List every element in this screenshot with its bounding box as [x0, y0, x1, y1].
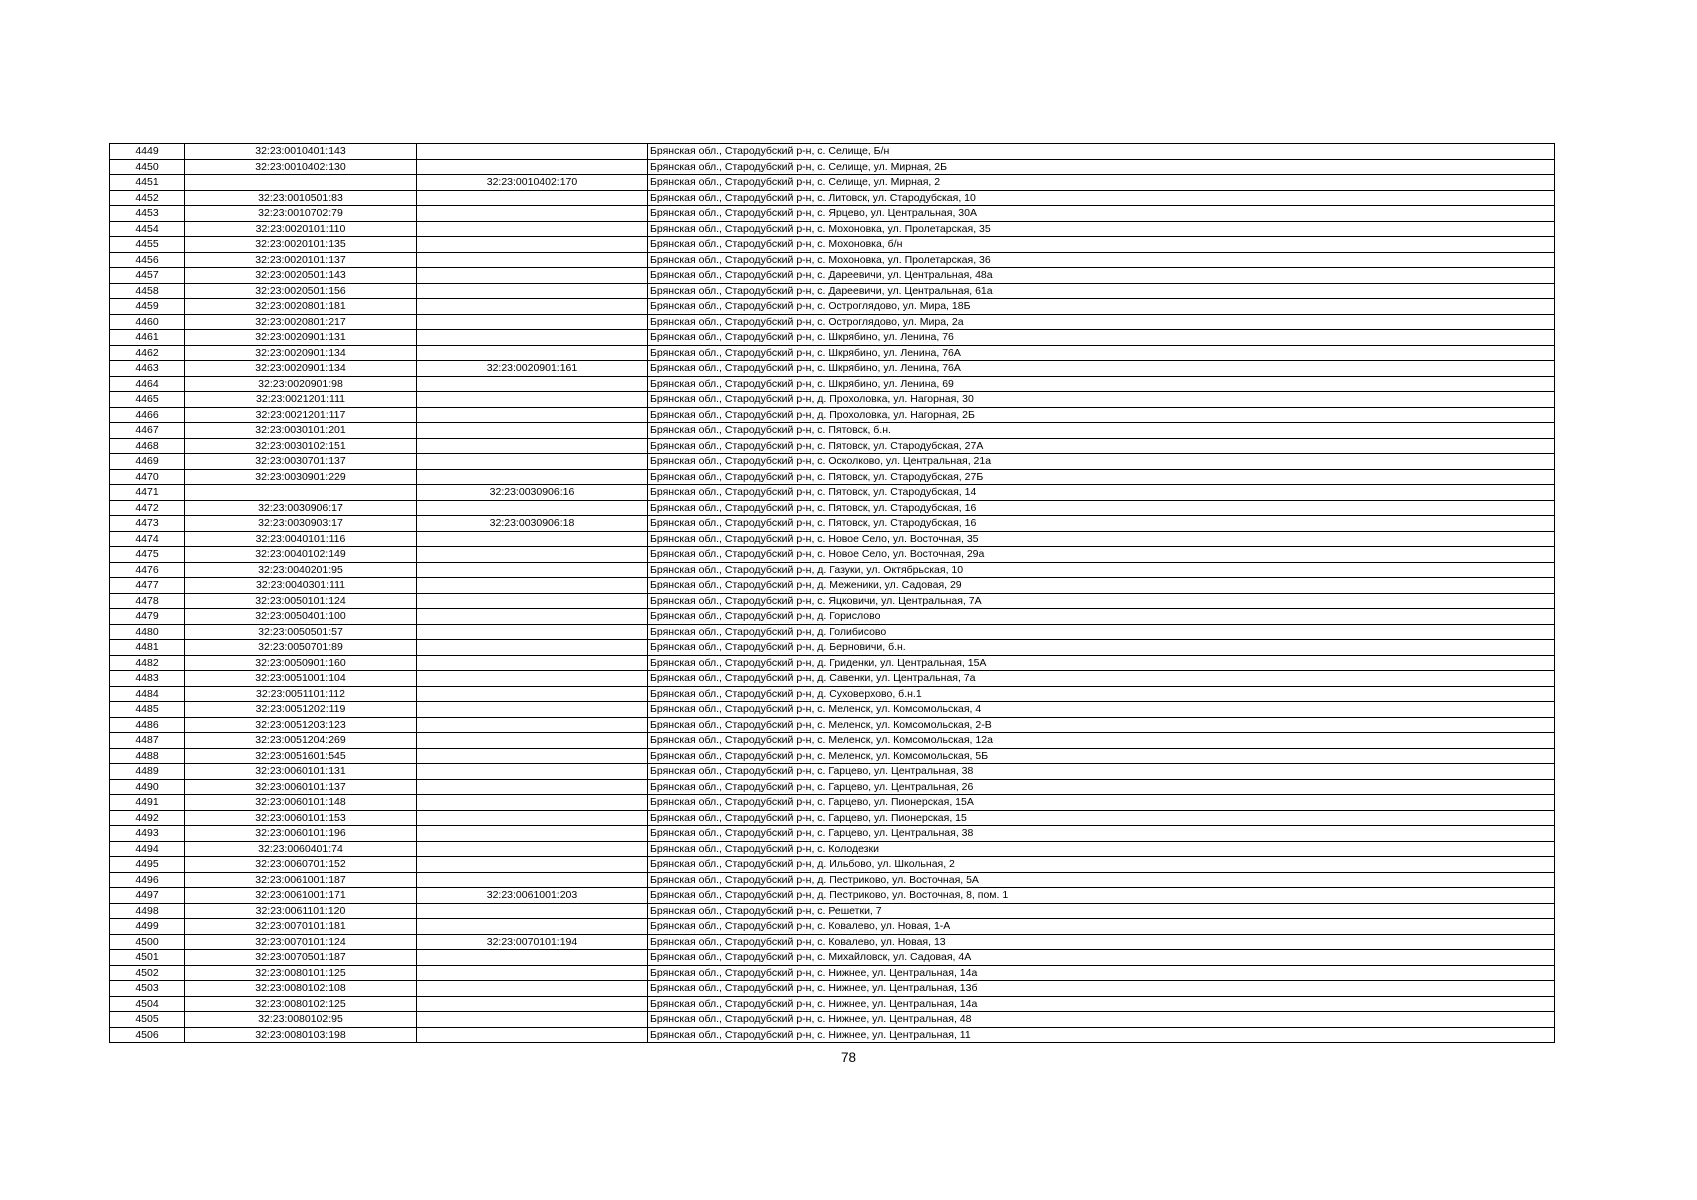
cadastral-number-cell: 32:23:0021201:111 [185, 392, 417, 408]
cadastral-number-cell: 32:23:0051001:104 [185, 671, 417, 687]
table-row [110, 764, 1555, 780]
address-cell: Брянская обл., Стародубский р-н, с. Пятовск, ул. Стародубская, 16 [648, 500, 1555, 516]
related-cadastral-number-cell [417, 733, 648, 749]
address-cell: Брянская обл., Стародубский р-н, д. Прохоловка, ул. Нагорная, 30 [648, 392, 1555, 408]
table-row [110, 857, 1555, 873]
table-row [110, 237, 1555, 253]
cadastral-number-cell: 32:23:0060101:153 [185, 810, 417, 826]
address-cell: Брянская обл., Стародубский р-н, с. Меленск, ул. Комсомольская, 2-В [648, 717, 1555, 733]
related-cadastral-number-cell [417, 159, 648, 175]
address-cell: Брянская обл., Стародубский р-н, д. Берновичи, б.н. [648, 640, 1555, 656]
row-number-cell: 4483 [110, 671, 185, 687]
table-row [110, 996, 1555, 1012]
table-row [110, 950, 1555, 966]
cadastral-number-cell: 32:23:0050901:160 [185, 655, 417, 671]
related-cadastral-number-cell: 32:23:0030906:16 [417, 485, 648, 501]
table-row [110, 268, 1555, 284]
related-cadastral-number-cell [417, 748, 648, 764]
address-cell: Брянская обл., Стародубский р-н, с. Нижнее, ул. Центральная, 48 [648, 1012, 1555, 1028]
table-row [110, 624, 1555, 640]
row-number-cell: 4450 [110, 159, 185, 175]
related-cadastral-number-cell: 32:23:0070101:194 [417, 934, 648, 950]
table-row [110, 934, 1555, 950]
cadastral-number-cell: 32:23:0051601:545 [185, 748, 417, 764]
table-row [110, 516, 1555, 532]
table-row [110, 144, 1555, 160]
cadastral-number-cell: 32:23:0020801:181 [185, 299, 417, 315]
cadastral-number-cell: 32:23:0051204:269 [185, 733, 417, 749]
table-row [110, 686, 1555, 702]
related-cadastral-number-cell [417, 624, 648, 640]
table-row [110, 314, 1555, 330]
table-row [110, 1027, 1555, 1043]
cadastral-number-cell: 32:23:0010401:143 [185, 144, 417, 160]
row-number-cell: 4489 [110, 764, 185, 780]
table-row [110, 655, 1555, 671]
address-cell: Брянская обл., Стародубский р-н, с. Селище, ул. Мирная, 2Б [648, 159, 1555, 175]
cadastral-number-cell: 32:23:0070501:187 [185, 950, 417, 966]
address-cell: Брянская обл., Стародубский р-н, с. Остроглядово, ул. Мира, 2а [648, 314, 1555, 330]
address-cell: Брянская обл., Стародубский р-н, с. Осколково, ул. Центральная, 21а [648, 454, 1555, 470]
cadastral-number-cell: 32:23:0030901:229 [185, 469, 417, 485]
address-cell: Брянская обл., Стародубский р-н, с. Пятовск, ул. Стародубская, 27Б [648, 469, 1555, 485]
table-row [110, 299, 1555, 315]
row-number-cell: 4465 [110, 392, 185, 408]
cadastral-number-cell: 32:23:0051101:112 [185, 686, 417, 702]
row-number-cell: 4469 [110, 454, 185, 470]
cadastral-number-cell: 32:23:0061101:120 [185, 903, 417, 919]
related-cadastral-number-cell [417, 857, 648, 873]
row-number-cell: 4505 [110, 1012, 185, 1028]
address-cell: Брянская обл., Стародубский р-н, с. Решетки, 7 [648, 903, 1555, 919]
address-cell: Брянская обл., Стародубский р-н, д. Горислово [648, 609, 1555, 625]
row-number-cell: 4458 [110, 283, 185, 299]
address-cell: Брянская обл., Стародубский р-н, с. Нижнее, ул. Центральная, 14а [648, 965, 1555, 981]
address-cell: Брянская обл., Стародубский р-н, с. Шкрябино, ул. Ленина, 69 [648, 376, 1555, 392]
row-number-cell: 4487 [110, 733, 185, 749]
related-cadastral-number-cell [417, 795, 648, 811]
cadastral-number-cell: 32:23:0030101:201 [185, 423, 417, 439]
address-cell: Брянская обл., Стародубский р-н, с. Новое Село, ул. Восточная, 29а [648, 547, 1555, 563]
address-cell: Брянская обл., Стародубский р-н, с. Селище, Б/н [648, 144, 1555, 160]
table-row [110, 888, 1555, 904]
related-cadastral-number-cell [417, 702, 648, 718]
cadastral-number-cell: 32:23:0070101:124 [185, 934, 417, 950]
cadastral-number-cell: 32:23:0080101:125 [185, 965, 417, 981]
table-row [110, 640, 1555, 656]
row-number-cell: 4457 [110, 268, 185, 284]
related-cadastral-number-cell [417, 283, 648, 299]
related-cadastral-number-cell [417, 144, 648, 160]
row-number-cell: 4455 [110, 237, 185, 253]
cadastral-number-cell: 32:23:0050401:100 [185, 609, 417, 625]
cadastral-number-cell: 32:23:0060101:137 [185, 779, 417, 795]
table-row [110, 919, 1555, 935]
address-cell: Брянская обл., Стародубский р-н, с. Литовск, ул. Стародубская, 10 [648, 190, 1555, 206]
table-row [110, 671, 1555, 687]
cadastral-number-cell [185, 175, 417, 191]
related-cadastral-number-cell [417, 640, 648, 656]
table-row [110, 159, 1555, 175]
row-number-cell: 4463 [110, 361, 185, 377]
row-number-cell: 4499 [110, 919, 185, 935]
address-cell: Брянская обл., Стародубский р-н, с. Пятовск, б.н. [648, 423, 1555, 439]
table-row [110, 748, 1555, 764]
row-number-cell: 4478 [110, 593, 185, 609]
cadastral-number-cell: 32:23:0020101:135 [185, 237, 417, 253]
cadastral-number-cell: 32:23:0020501:143 [185, 268, 417, 284]
table-row [110, 547, 1555, 563]
table-row [110, 779, 1555, 795]
table-row [110, 903, 1555, 919]
address-cell: Брянская обл., Стародубский р-н, с. Ковалево, ул. Новая, 13 [648, 934, 1555, 950]
related-cadastral-number-cell [417, 826, 648, 842]
row-number-cell: 4452 [110, 190, 185, 206]
cadastral-number-cell: 32:23:0040102:149 [185, 547, 417, 563]
row-number-cell: 4490 [110, 779, 185, 795]
address-cell: Брянская обл., Стародубский р-н, с. Мохоновка, б/н [648, 237, 1555, 253]
row-number-cell: 4481 [110, 640, 185, 656]
row-number-cell: 4474 [110, 531, 185, 547]
row-number-cell: 4466 [110, 407, 185, 423]
table-row [110, 981, 1555, 997]
cadastral-number-cell: 32:23:0020901:131 [185, 330, 417, 346]
related-cadastral-number-cell [417, 872, 648, 888]
address-cell: Брянская обл., Стародубский р-н, д. Пестриково, ул. Восточная, 5А [648, 872, 1555, 888]
related-cadastral-number-cell [417, 810, 648, 826]
related-cadastral-number-cell [417, 221, 648, 237]
address-cell: Брянская обл., Стародубский р-н, д. Ильбово, ул. Школьная, 2 [648, 857, 1555, 873]
table-row [110, 206, 1555, 222]
related-cadastral-number-cell [417, 903, 648, 919]
address-cell: Брянская обл., Стародубский р-н, с. Шкрябино, ул. Ленина, 76А [648, 361, 1555, 377]
table-row [110, 702, 1555, 718]
address-cell: Брянская обл., Стародубский р-н, д. Меженики, ул. Садовая, 29 [648, 578, 1555, 594]
address-cell: Брянская обл., Стародубский р-н, с. Меленск, ул. Комсомольская, 12а [648, 733, 1555, 749]
related-cadastral-number-cell [417, 919, 648, 935]
address-cell: Брянская обл., Стародубский р-н, д. Пестриково, ул. Восточная, 8, пом. 1 [648, 888, 1555, 904]
table-row [110, 438, 1555, 454]
related-cadastral-number-cell [417, 1027, 648, 1043]
page-number: 78 [840, 1050, 857, 1065]
table-row [110, 283, 1555, 299]
cadastral-number-cell: 32:23:0030903:17 [185, 516, 417, 532]
cadastral-number-cell: 32:23:0061001:171 [185, 888, 417, 904]
address-cell: Брянская обл., Стародубский р-н, с. Дареевичи, ул. Центральная, 61а [648, 283, 1555, 299]
row-number-cell: 4460 [110, 314, 185, 330]
related-cadastral-number-cell [417, 345, 648, 361]
cadastral-number-cell: 32:23:0080103:198 [185, 1027, 417, 1043]
related-cadastral-number-cell: 32:23:0020901:161 [417, 361, 648, 377]
row-number-cell: 4454 [110, 221, 185, 237]
cadastral-number-cell: 32:23:0030102:151 [185, 438, 417, 454]
address-cell: Брянская обл., Стародубский р-н, с. Дареевичи, ул. Центральная, 48а [648, 268, 1555, 284]
row-number-cell: 4459 [110, 299, 185, 315]
related-cadastral-number-cell [417, 671, 648, 687]
table-row [110, 733, 1555, 749]
address-cell: Брянская обл., Стародубский р-н, с. Гарцево, ул. Центральная, 38 [648, 764, 1555, 780]
cadastral-number-cell: 32:23:0021201:117 [185, 407, 417, 423]
related-cadastral-number-cell [417, 950, 648, 966]
row-number-cell: 4496 [110, 872, 185, 888]
register-table-body [110, 144, 1555, 1043]
cadastral-number-cell: 32:23:0020901:98 [185, 376, 417, 392]
table-row [110, 965, 1555, 981]
table-row [110, 252, 1555, 268]
related-cadastral-number-cell [417, 314, 648, 330]
related-cadastral-number-cell [417, 717, 648, 733]
table-row [110, 485, 1555, 501]
row-number-cell: 4464 [110, 376, 185, 392]
row-number-cell: 4480 [110, 624, 185, 640]
address-cell: Брянская обл., Стародубский р-н, с. Новое Село, ул. Восточная, 35 [648, 531, 1555, 547]
related-cadastral-number-cell: 32:23:0030906:18 [417, 516, 648, 532]
row-number-cell: 4477 [110, 578, 185, 594]
address-cell: Брянская обл., Стародубский р-н, с. Мохоновка, ул. Пролетарская, 35 [648, 221, 1555, 237]
address-cell: Брянская обл., Стародубский р-н, с. Ярцево, ул. Центральная, 30А [648, 206, 1555, 222]
address-cell: Брянская обл., Стародубский р-н, д. Газуки, ул. Октябрьская, 10 [648, 562, 1555, 578]
row-number-cell: 4470 [110, 469, 185, 485]
table-row [110, 1012, 1555, 1028]
row-number-cell: 4504 [110, 996, 185, 1012]
address-cell: Брянская обл., Стародубский р-н, с. Ковалево, ул. Новая, 1-А [648, 919, 1555, 935]
related-cadastral-number-cell [417, 423, 648, 439]
cadastral-number-cell: 32:23:0080102:125 [185, 996, 417, 1012]
table-row [110, 407, 1555, 423]
address-cell: Брянская обл., Стародубский р-н, с. Мохоновка, ул. Пролетарская, 36 [648, 252, 1555, 268]
row-number-cell: 4506 [110, 1027, 185, 1043]
row-number-cell: 4472 [110, 500, 185, 516]
table-row [110, 872, 1555, 888]
cadastral-number-cell: 32:23:0030701:137 [185, 454, 417, 470]
address-cell: Брянская обл., Стародубский р-н, с. Пятовск, ул. Стародубская, 14 [648, 485, 1555, 501]
cadastral-number-cell: 32:23:0020901:134 [185, 361, 417, 377]
related-cadastral-number-cell [417, 562, 648, 578]
related-cadastral-number-cell [417, 500, 648, 516]
related-cadastral-number-cell [417, 237, 648, 253]
related-cadastral-number-cell [417, 330, 648, 346]
address-cell: Брянская обл., Стародубский р-н, д. Савенки, ул. Центральная, 7а [648, 671, 1555, 687]
row-number-cell: 4475 [110, 547, 185, 563]
table-row [110, 330, 1555, 346]
row-number-cell: 4451 [110, 175, 185, 191]
related-cadastral-number-cell [417, 376, 648, 392]
related-cadastral-number-cell [417, 1012, 648, 1028]
row-number-cell: 4492 [110, 810, 185, 826]
address-cell: Брянская обл., Стародубский р-н, с. Меленск, ул. Комсомольская, 5Б [648, 748, 1555, 764]
row-number-cell: 4449 [110, 144, 185, 160]
related-cadastral-number-cell [417, 206, 648, 222]
address-cell: Брянская обл., Стародубский р-н, д. Гриденки, ул. Центральная, 15А [648, 655, 1555, 671]
cadastral-number-cell: 32:23:0051202:119 [185, 702, 417, 718]
row-number-cell: 4500 [110, 934, 185, 950]
row-number-cell: 4476 [110, 562, 185, 578]
address-cell: Брянская обл., Стародубский р-н, с. Нижнее, ул. Центральная, 14а [648, 996, 1555, 1012]
row-number-cell: 4468 [110, 438, 185, 454]
cadastral-number-cell: 32:23:0020901:134 [185, 345, 417, 361]
cadastral-number-cell: 32:23:0040301:111 [185, 578, 417, 594]
address-cell: Брянская обл., Стародубский р-н, с. Остроглядово, ул. Мира, 18Б [648, 299, 1555, 315]
table-row [110, 562, 1555, 578]
table-row [110, 469, 1555, 485]
cadastral-number-cell: 32:23:0060101:131 [185, 764, 417, 780]
related-cadastral-number-cell [417, 454, 648, 470]
table-row [110, 578, 1555, 594]
related-cadastral-number-cell [417, 392, 648, 408]
address-cell: Брянская обл., Стародубский р-н, с. Пятовск, ул. Стародубская, 16 [648, 516, 1555, 532]
table-row [110, 795, 1555, 811]
related-cadastral-number-cell [417, 438, 648, 454]
row-number-cell: 4498 [110, 903, 185, 919]
related-cadastral-number-cell [417, 469, 648, 485]
address-cell: Брянская обл., Стародубский р-н, с. Шкрябино, ул. Ленина, 76 [648, 330, 1555, 346]
related-cadastral-number-cell [417, 981, 648, 997]
address-cell: Брянская обл., Стародубский р-н, с. Нижнее, ул. Центральная, 11 [648, 1027, 1555, 1043]
table-row [110, 345, 1555, 361]
related-cadastral-number-cell [417, 593, 648, 609]
cadastral-number-cell: 32:23:0060101:148 [185, 795, 417, 811]
table-row [110, 392, 1555, 408]
address-cell: Брянская обл., Стародубский р-н, с. Михайловск, ул. Садовая, 4А [648, 950, 1555, 966]
related-cadastral-number-cell [417, 841, 648, 857]
table-row [110, 175, 1555, 191]
table-row [110, 593, 1555, 609]
related-cadastral-number-cell [417, 531, 648, 547]
related-cadastral-number-cell [417, 299, 648, 315]
cadastral-number-cell: 32:23:0020501:156 [185, 283, 417, 299]
related-cadastral-number-cell [417, 268, 648, 284]
table-row [110, 423, 1555, 439]
table-row [110, 190, 1555, 206]
row-number-cell: 4471 [110, 485, 185, 501]
address-cell: Брянская обл., Стародубский р-н, с. Шкрябино, ул. Ленина, 76А [648, 345, 1555, 361]
row-number-cell: 4462 [110, 345, 185, 361]
address-cell: Брянская обл., Стародубский р-н, с. Гарцево, ул. Центральная, 26 [648, 779, 1555, 795]
row-number-cell: 4501 [110, 950, 185, 966]
table-row [110, 826, 1555, 842]
table-row [110, 361, 1555, 377]
cadastral-number-cell: 32:23:0050101:124 [185, 593, 417, 609]
address-cell: Брянская обл., Стародубский р-н, с. Нижнее, ул. Центральная, 13б [648, 981, 1555, 997]
address-cell: Брянская обл., Стародубский р-н, с. Гарцево, ул. Пионерская, 15 [648, 810, 1555, 826]
related-cadastral-number-cell [417, 996, 648, 1012]
row-number-cell: 4467 [110, 423, 185, 439]
cadastral-number-cell [185, 485, 417, 501]
table-row [110, 841, 1555, 857]
row-number-cell: 4493 [110, 826, 185, 842]
related-cadastral-number-cell [417, 407, 648, 423]
cadastral-number-cell: 32:23:0010702:79 [185, 206, 417, 222]
row-number-cell: 4479 [110, 609, 185, 625]
row-number-cell: 4503 [110, 981, 185, 997]
table-row [110, 531, 1555, 547]
cadastral-number-cell: 32:23:0080102:95 [185, 1012, 417, 1028]
related-cadastral-number-cell [417, 252, 648, 268]
cadastral-number-cell: 32:23:0060101:196 [185, 826, 417, 842]
table-row [110, 454, 1555, 470]
register-table [109, 143, 1555, 1043]
row-number-cell: 4488 [110, 748, 185, 764]
table-row [110, 500, 1555, 516]
related-cadastral-number-cell [417, 686, 648, 702]
address-cell: Брянская обл., Стародубский р-н, с. Колодезки [648, 841, 1555, 857]
cadastral-number-cell: 32:23:0010501:83 [185, 190, 417, 206]
table-row [110, 376, 1555, 392]
cadastral-number-cell: 32:23:0040201:95 [185, 562, 417, 578]
cadastral-number-cell: 32:23:0050701:89 [185, 640, 417, 656]
row-number-cell: 4484 [110, 686, 185, 702]
row-number-cell: 4502 [110, 965, 185, 981]
address-cell: Брянская обл., Стародубский р-н, д. Прохоловка, ул. Нагорная, 2Б [648, 407, 1555, 423]
cadastral-number-cell: 32:23:0051203:123 [185, 717, 417, 733]
address-cell: Брянская обл., Стародубский р-н, с. Гарцево, ул. Центральная, 38 [648, 826, 1555, 842]
table-row [110, 717, 1555, 733]
cadastral-number-cell: 32:23:0061001:187 [185, 872, 417, 888]
row-number-cell: 4486 [110, 717, 185, 733]
cadastral-number-cell: 32:23:0040101:116 [185, 531, 417, 547]
cadastral-number-cell: 32:23:0030906:17 [185, 500, 417, 516]
row-number-cell: 4453 [110, 206, 185, 222]
address-cell: Брянская обл., Стародубский р-н, д. Голибисово [648, 624, 1555, 640]
cadastral-number-cell: 32:23:0060701:152 [185, 857, 417, 873]
address-cell: Брянская обл., Стародубский р-н, с. Селище, ул. Мирная, 2 [648, 175, 1555, 191]
row-number-cell: 4485 [110, 702, 185, 718]
row-number-cell: 4491 [110, 795, 185, 811]
table-row [110, 221, 1555, 237]
related-cadastral-number-cell [417, 609, 648, 625]
row-number-cell: 4482 [110, 655, 185, 671]
related-cadastral-number-cell [417, 965, 648, 981]
cadastral-number-cell: 32:23:0080102:108 [185, 981, 417, 997]
related-cadastral-number-cell [417, 764, 648, 780]
address-cell: Брянская обл., Стародубский р-н, с. Меленск, ул. Комсомольская, 4 [648, 702, 1555, 718]
address-cell: Брянская обл., Стародубский р-н, д. Суховерхово, б.н.1 [648, 686, 1555, 702]
table-row [110, 609, 1555, 625]
row-number-cell: 4497 [110, 888, 185, 904]
cadastral-number-cell: 32:23:0060401:74 [185, 841, 417, 857]
cadastral-number-cell: 32:23:0010402:130 [185, 159, 417, 175]
related-cadastral-number-cell [417, 190, 648, 206]
related-cadastral-number-cell: 32:23:0061001:203 [417, 888, 648, 904]
table-row [110, 810, 1555, 826]
cadastral-number-cell: 32:23:0020101:110 [185, 221, 417, 237]
row-number-cell: 4473 [110, 516, 185, 532]
cadastral-number-cell: 32:23:0020801:217 [185, 314, 417, 330]
cadastral-number-cell: 32:23:0020101:137 [185, 252, 417, 268]
cadastral-number-cell: 32:23:0050501:57 [185, 624, 417, 640]
related-cadastral-number-cell [417, 655, 648, 671]
row-number-cell: 4456 [110, 252, 185, 268]
address-cell: Брянская обл., Стародубский р-н, с. Гарцево, ул. Пионерская, 15А [648, 795, 1555, 811]
related-cadastral-number-cell [417, 547, 648, 563]
related-cadastral-number-cell [417, 779, 648, 795]
cadastral-number-cell: 32:23:0070101:181 [185, 919, 417, 935]
related-cadastral-number-cell: 32:23:0010402:170 [417, 175, 648, 191]
address-cell: Брянская обл., Стародубский р-н, с. Яцковичи, ул. Центральная, 7А [648, 593, 1555, 609]
address-cell: Брянская обл., Стародубский р-н, с. Пятовск, ул. Стародубская, 27А [648, 438, 1555, 454]
row-number-cell: 4461 [110, 330, 185, 346]
row-number-cell: 4495 [110, 857, 185, 873]
row-number-cell: 4494 [110, 841, 185, 857]
related-cadastral-number-cell [417, 578, 648, 594]
